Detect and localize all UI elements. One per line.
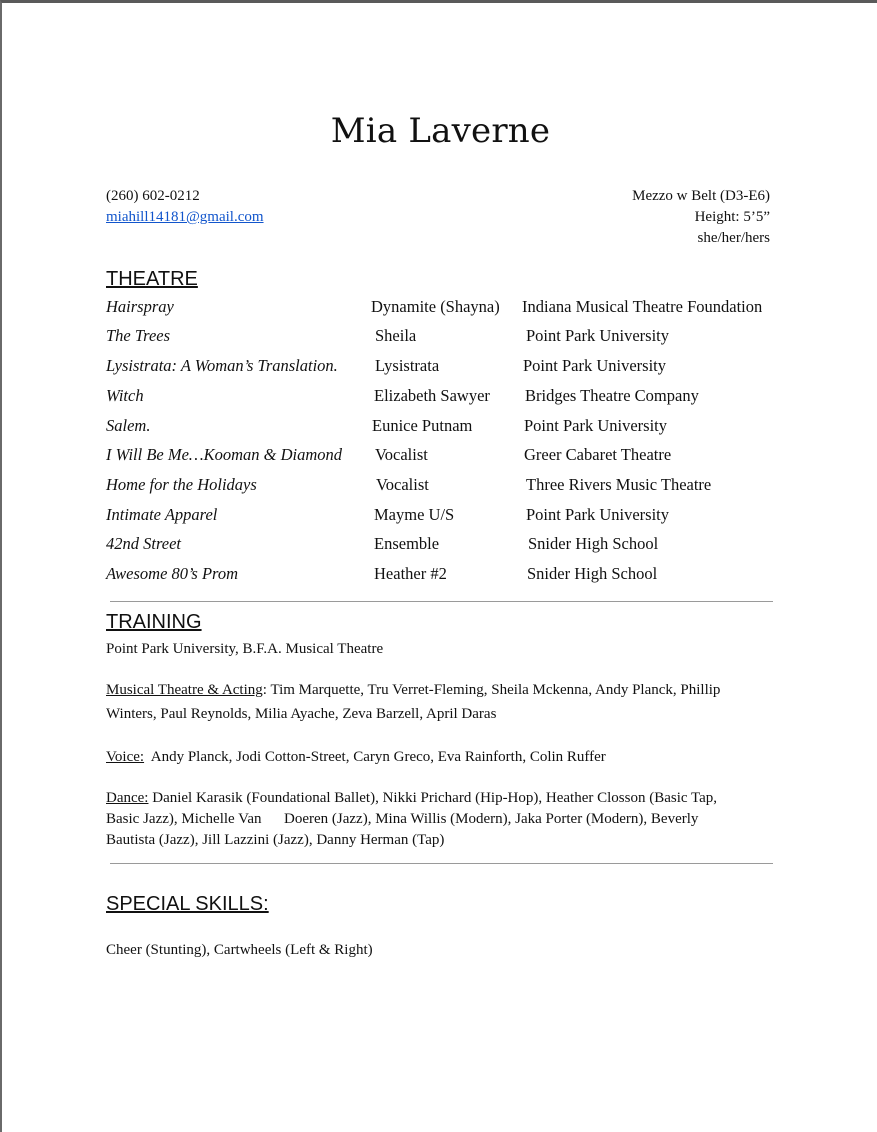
credit-row [2,564,877,588]
dance-teachers-line1: Daniel Karasik (Foundational Ballet), Nikki Prichard (Hip-Hop), Heather Closson (Basic Tap, [148,790,718,806]
credit-role: Mayme U/S [374,505,455,524]
credit-show: Lysistrata: A Woman’s Translation. [106,356,338,375]
credit-row [2,386,877,410]
voice-type: Mezzo w Belt (D3-E6) [632,188,770,204]
credit-show: Salem. [106,416,151,435]
training-heading: TRAINING [106,611,202,633]
height: Height: 5’5” [694,209,770,225]
dance-teachers-line2: Basic Jazz), Michelle Van Doeren (Jazz), Mina Willis (Modern), Jaka Porter (Modern), Beverly [106,811,699,827]
credit-row [2,534,877,558]
pronouns: she/her/hers [697,230,770,246]
acting-label: Musical Theatre & Acting [106,682,263,698]
credit-row [2,505,877,529]
contact-left [106,186,264,228]
credit-role: Elizabeth Sawyer [374,386,490,405]
voice-teachers: Andy Planck, Jodi Cotton-Street, Caryn Greco, Eva Rainforth, Colin Ruffer [144,749,606,765]
credit-venue: Indiana Musical Theatre Foundation [522,297,763,316]
voice-label: Voice: [106,749,145,765]
theatre-heading: THEATRE [106,268,198,290]
training-acting [106,680,778,725]
credit-show: Home for the Holidays [106,475,257,494]
credit-row [2,356,877,380]
credit-row [2,475,877,499]
credit-venue: Point Park University [526,505,669,524]
acting-teachers-line2: Winters, Paul Reynolds, Milia Ayache, Zeva Barzell, April Daras [106,706,497,722]
special-skills-heading: SPECIAL SKILLS: [106,893,269,915]
credit-show: 42nd Street [106,534,181,553]
training-dance [106,788,778,851]
resume-name: Mia Laverne [330,111,551,151]
credit-role: Heather #2 [374,564,447,583]
credit-show: The Trees [106,326,171,345]
credit-role: Ensemble [374,534,440,553]
credit-venue: Greer Cabaret Theatre [524,445,672,464]
training-voice [106,747,778,768]
credit-venue: Point Park University [526,326,669,345]
credit-show: Hairspray [106,297,174,316]
credit-venue: Bridges Theatre Company [525,386,699,405]
section-divider [110,601,773,602]
dance-teachers-line3: Bautista (Jazz), Jill Lazzini (Jazz), Danny Herman (Tap) [106,832,445,848]
credit-row [2,445,877,469]
credit-role: Vocalist [375,445,428,464]
training-school: Point Park University, B.F.A. Musical Theatre [106,641,384,657]
credit-row [2,297,877,321]
dance-label: Dance: [106,790,149,806]
email-link[interactable]: miahill14181@gmail.com [106,209,264,225]
acting-teachers-line1: Tim Marquette, Tru Verret-Fleming, Sheila Mckenna, Andy Planck, Phillip [270,682,721,698]
credit-show: Witch [106,386,144,405]
credit-role: Eunice Putnam [372,416,473,435]
credit-venue: Snider High School [527,564,658,583]
credit-role: Vocalist [376,475,429,494]
credit-venue: Snider High School [528,534,659,553]
credit-venue: Point Park University [524,416,667,435]
credit-role: Dynamite (Shayna) [371,297,500,316]
section-divider [110,863,773,864]
acting-separator: : [262,682,271,698]
credit-row [2,416,877,440]
credit-show: Awesome 80’s Prom [106,564,238,583]
credit-venue: Point Park University [523,356,666,375]
phone-number: (260) 602-0212 [106,188,200,204]
credit-row [2,326,877,350]
credit-venue: Three Rivers Music Theatre [526,475,712,494]
credit-role: Lysistrata [375,356,440,375]
credit-show: I Will Be Me…Kooman & Diamond [106,445,343,464]
credit-show: Intimate Apparel [106,505,218,524]
special-skills-text: Cheer (Stunting), Cartwheels (Left & Right) [106,942,373,958]
credit-role: Sheila [375,326,417,345]
contact-right [632,186,770,249]
